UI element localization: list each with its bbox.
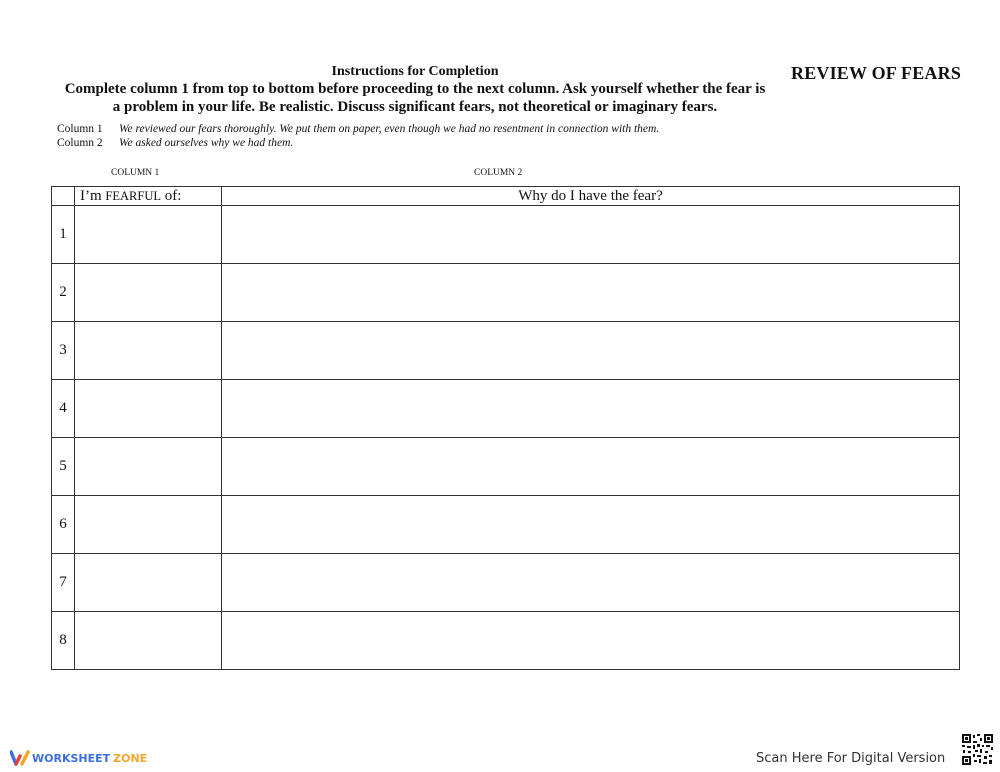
why-cell[interactable] bbox=[222, 438, 960, 496]
fear-cell[interactable] bbox=[75, 554, 222, 612]
column-note-text: We reviewed our fears thoroughly. We put them on paper, even though we had no resentment in connection with them. bbox=[119, 123, 660, 135]
table-row bbox=[52, 438, 960, 496]
column-note-label: Column 2 bbox=[57, 137, 103, 149]
table-row bbox=[52, 496, 960, 554]
table-row bbox=[52, 322, 960, 380]
fear-cell[interactable] bbox=[75, 438, 222, 496]
fear-cell[interactable] bbox=[75, 496, 222, 554]
brand-text-worksheet: WORKSHEET bbox=[32, 751, 111, 765]
why-cell[interactable] bbox=[222, 264, 960, 322]
qr-code-icon[interactable] bbox=[961, 733, 994, 766]
instructions-line-1: Complete column 1 from top to bottom before proceeding to the next column. Ask yourself whether the fear is bbox=[64, 81, 766, 97]
header-text-caps: FEARFUL bbox=[105, 188, 161, 203]
header-text: I’m bbox=[80, 187, 106, 204]
fear-cell[interactable] bbox=[75, 322, 222, 380]
column-note-label: Column 1 bbox=[57, 123, 103, 135]
row-number: 8 bbox=[52, 612, 75, 670]
column-2-heading: COLUMN 2 bbox=[474, 168, 523, 178]
row-number: 1 bbox=[52, 206, 75, 264]
page-title: REVIEW OF FEARS bbox=[791, 63, 962, 83]
why-cell[interactable] bbox=[222, 322, 960, 380]
table-row bbox=[52, 264, 960, 322]
table-row bbox=[52, 380, 960, 438]
fear-cell[interactable] bbox=[75, 206, 222, 264]
column-note-1 bbox=[57, 122, 659, 136]
header-text: of: bbox=[161, 187, 182, 204]
column-note-2 bbox=[57, 136, 659, 150]
w-logo-icon bbox=[10, 750, 32, 766]
column-note-text: We asked ourselves why we had them. bbox=[119, 137, 294, 149]
table-row bbox=[52, 206, 960, 264]
why-cell[interactable] bbox=[222, 612, 960, 670]
why-cell[interactable] bbox=[222, 380, 960, 438]
fear-cell[interactable] bbox=[75, 612, 222, 670]
fear-cell[interactable] bbox=[75, 264, 222, 322]
instructions-body bbox=[40, 80, 790, 116]
scan-text: Scan Here For Digital Version bbox=[756, 751, 946, 766]
row-number: 4 bbox=[52, 380, 75, 438]
column-notes bbox=[57, 122, 659, 150]
row-number: 2 bbox=[52, 264, 75, 322]
row-number: 5 bbox=[52, 438, 75, 496]
table-row bbox=[52, 612, 960, 670]
fears-table bbox=[51, 186, 960, 670]
column-1-heading: COLUMN 1 bbox=[111, 168, 160, 178]
brand-text-zone: ZONE bbox=[113, 751, 148, 765]
why-cell[interactable] bbox=[222, 496, 960, 554]
instructions-title: Instructions for Completion bbox=[331, 64, 499, 79]
row-number: 3 bbox=[52, 322, 75, 380]
why-cell[interactable] bbox=[222, 206, 960, 264]
header-why: Why do I have the fear? bbox=[222, 187, 960, 206]
row-number: 6 bbox=[52, 496, 75, 554]
row-number: 7 bbox=[52, 554, 75, 612]
why-cell[interactable] bbox=[222, 554, 960, 612]
table-row bbox=[52, 554, 960, 612]
instructions-line-2: a problem in your life. Be realistic. Discuss significant fears, not theoretical or imaginary fears. bbox=[112, 99, 718, 115]
worksheetzone-logo[interactable] bbox=[10, 750, 147, 766]
table-header-row bbox=[52, 187, 960, 206]
fear-cell[interactable] bbox=[75, 380, 222, 438]
header-fearful-of bbox=[75, 187, 222, 206]
header-number-cell bbox=[52, 187, 75, 206]
